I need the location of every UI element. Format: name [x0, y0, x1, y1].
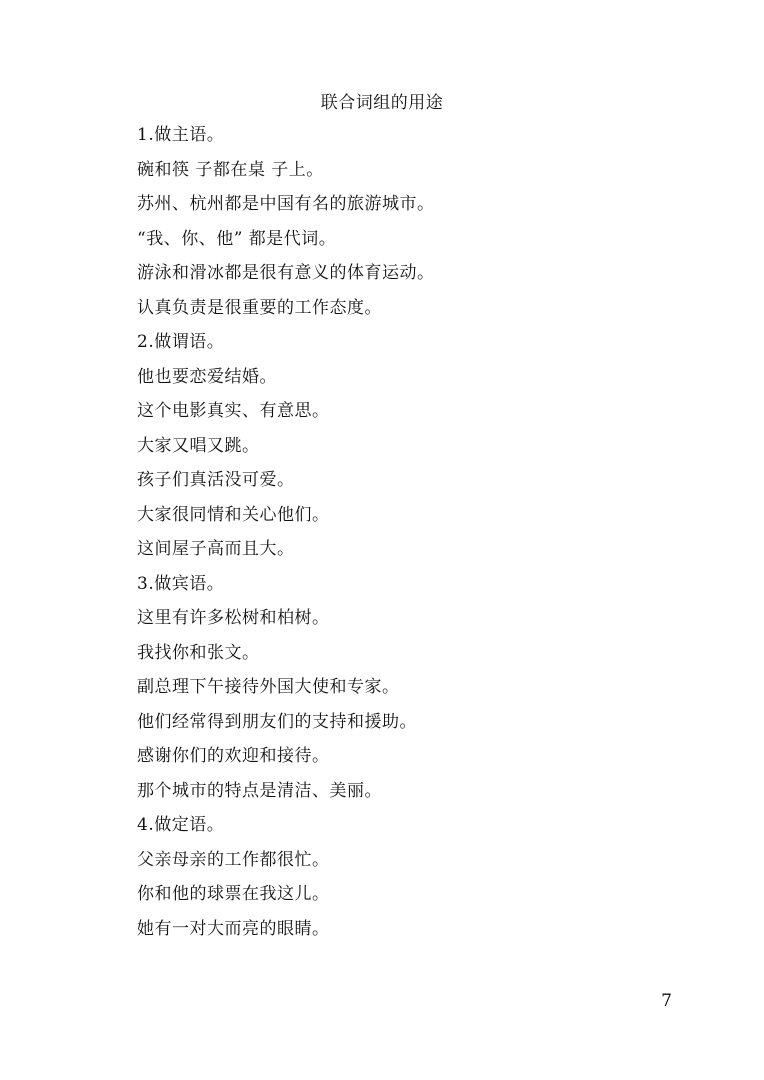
- section-heading-object: 3.做宾语。: [137, 573, 225, 594]
- section-heading-predicate: 2.做谓语。: [137, 332, 225, 352]
- example-sentence: 父亲母亲的工作都很忙。: [137, 849, 330, 870]
- page-number: 7: [661, 991, 672, 1011]
- example-sentence: 认真负责是很重要的工作态度。: [137, 297, 382, 318]
- example-sentence: 苏州、杭州都是中国有名的旅游城市。: [137, 194, 435, 214]
- example-sentence: 这个电影真实、有意思。: [137, 401, 330, 421]
- example-sentence: 那个城市的特点是清洁、美丽。: [137, 780, 382, 801]
- example-sentence: 这里有许多松树和柏树。: [137, 608, 330, 628]
- example-sentence: 大家又唱又跳。: [137, 435, 260, 456]
- example-sentence: 你和他的球票在我这儿。: [137, 884, 330, 904]
- example-sentence: 碗和筷 子都在桌 子上。: [137, 159, 324, 180]
- example-sentence: 这间屋子高而且大。: [137, 539, 295, 559]
- section-heading-subject: 1.做主语。: [137, 125, 225, 145]
- example-sentence: 孩子们真活没可爱。: [137, 470, 295, 490]
- example-sentence: 他们经常得到朋友们的支持和援助。: [137, 711, 417, 732]
- example-sentence: “我、你、他” 都是代词。: [137, 228, 337, 249]
- page-title: 联合词组的用途: [320, 93, 444, 113]
- text-body: [137, 118, 697, 946]
- example-sentence: 他也要恋爱结婚。: [137, 366, 277, 387]
- example-sentence: 我找你和张文。: [137, 642, 260, 663]
- section-heading-attributive: 4.做定语。: [137, 815, 225, 835]
- example-sentence: 大家很同情和关心他们。: [137, 504, 330, 525]
- example-sentence: 感谢你们的欢迎和接待。: [137, 746, 330, 766]
- example-sentence: 她有一对大而亮的眼睛。: [137, 918, 330, 939]
- example-sentence: 副总理下午接待外国大使和专家。: [137, 677, 400, 697]
- example-sentence: 游泳和滑冰都是很有意义的体育运动。: [137, 263, 435, 283]
